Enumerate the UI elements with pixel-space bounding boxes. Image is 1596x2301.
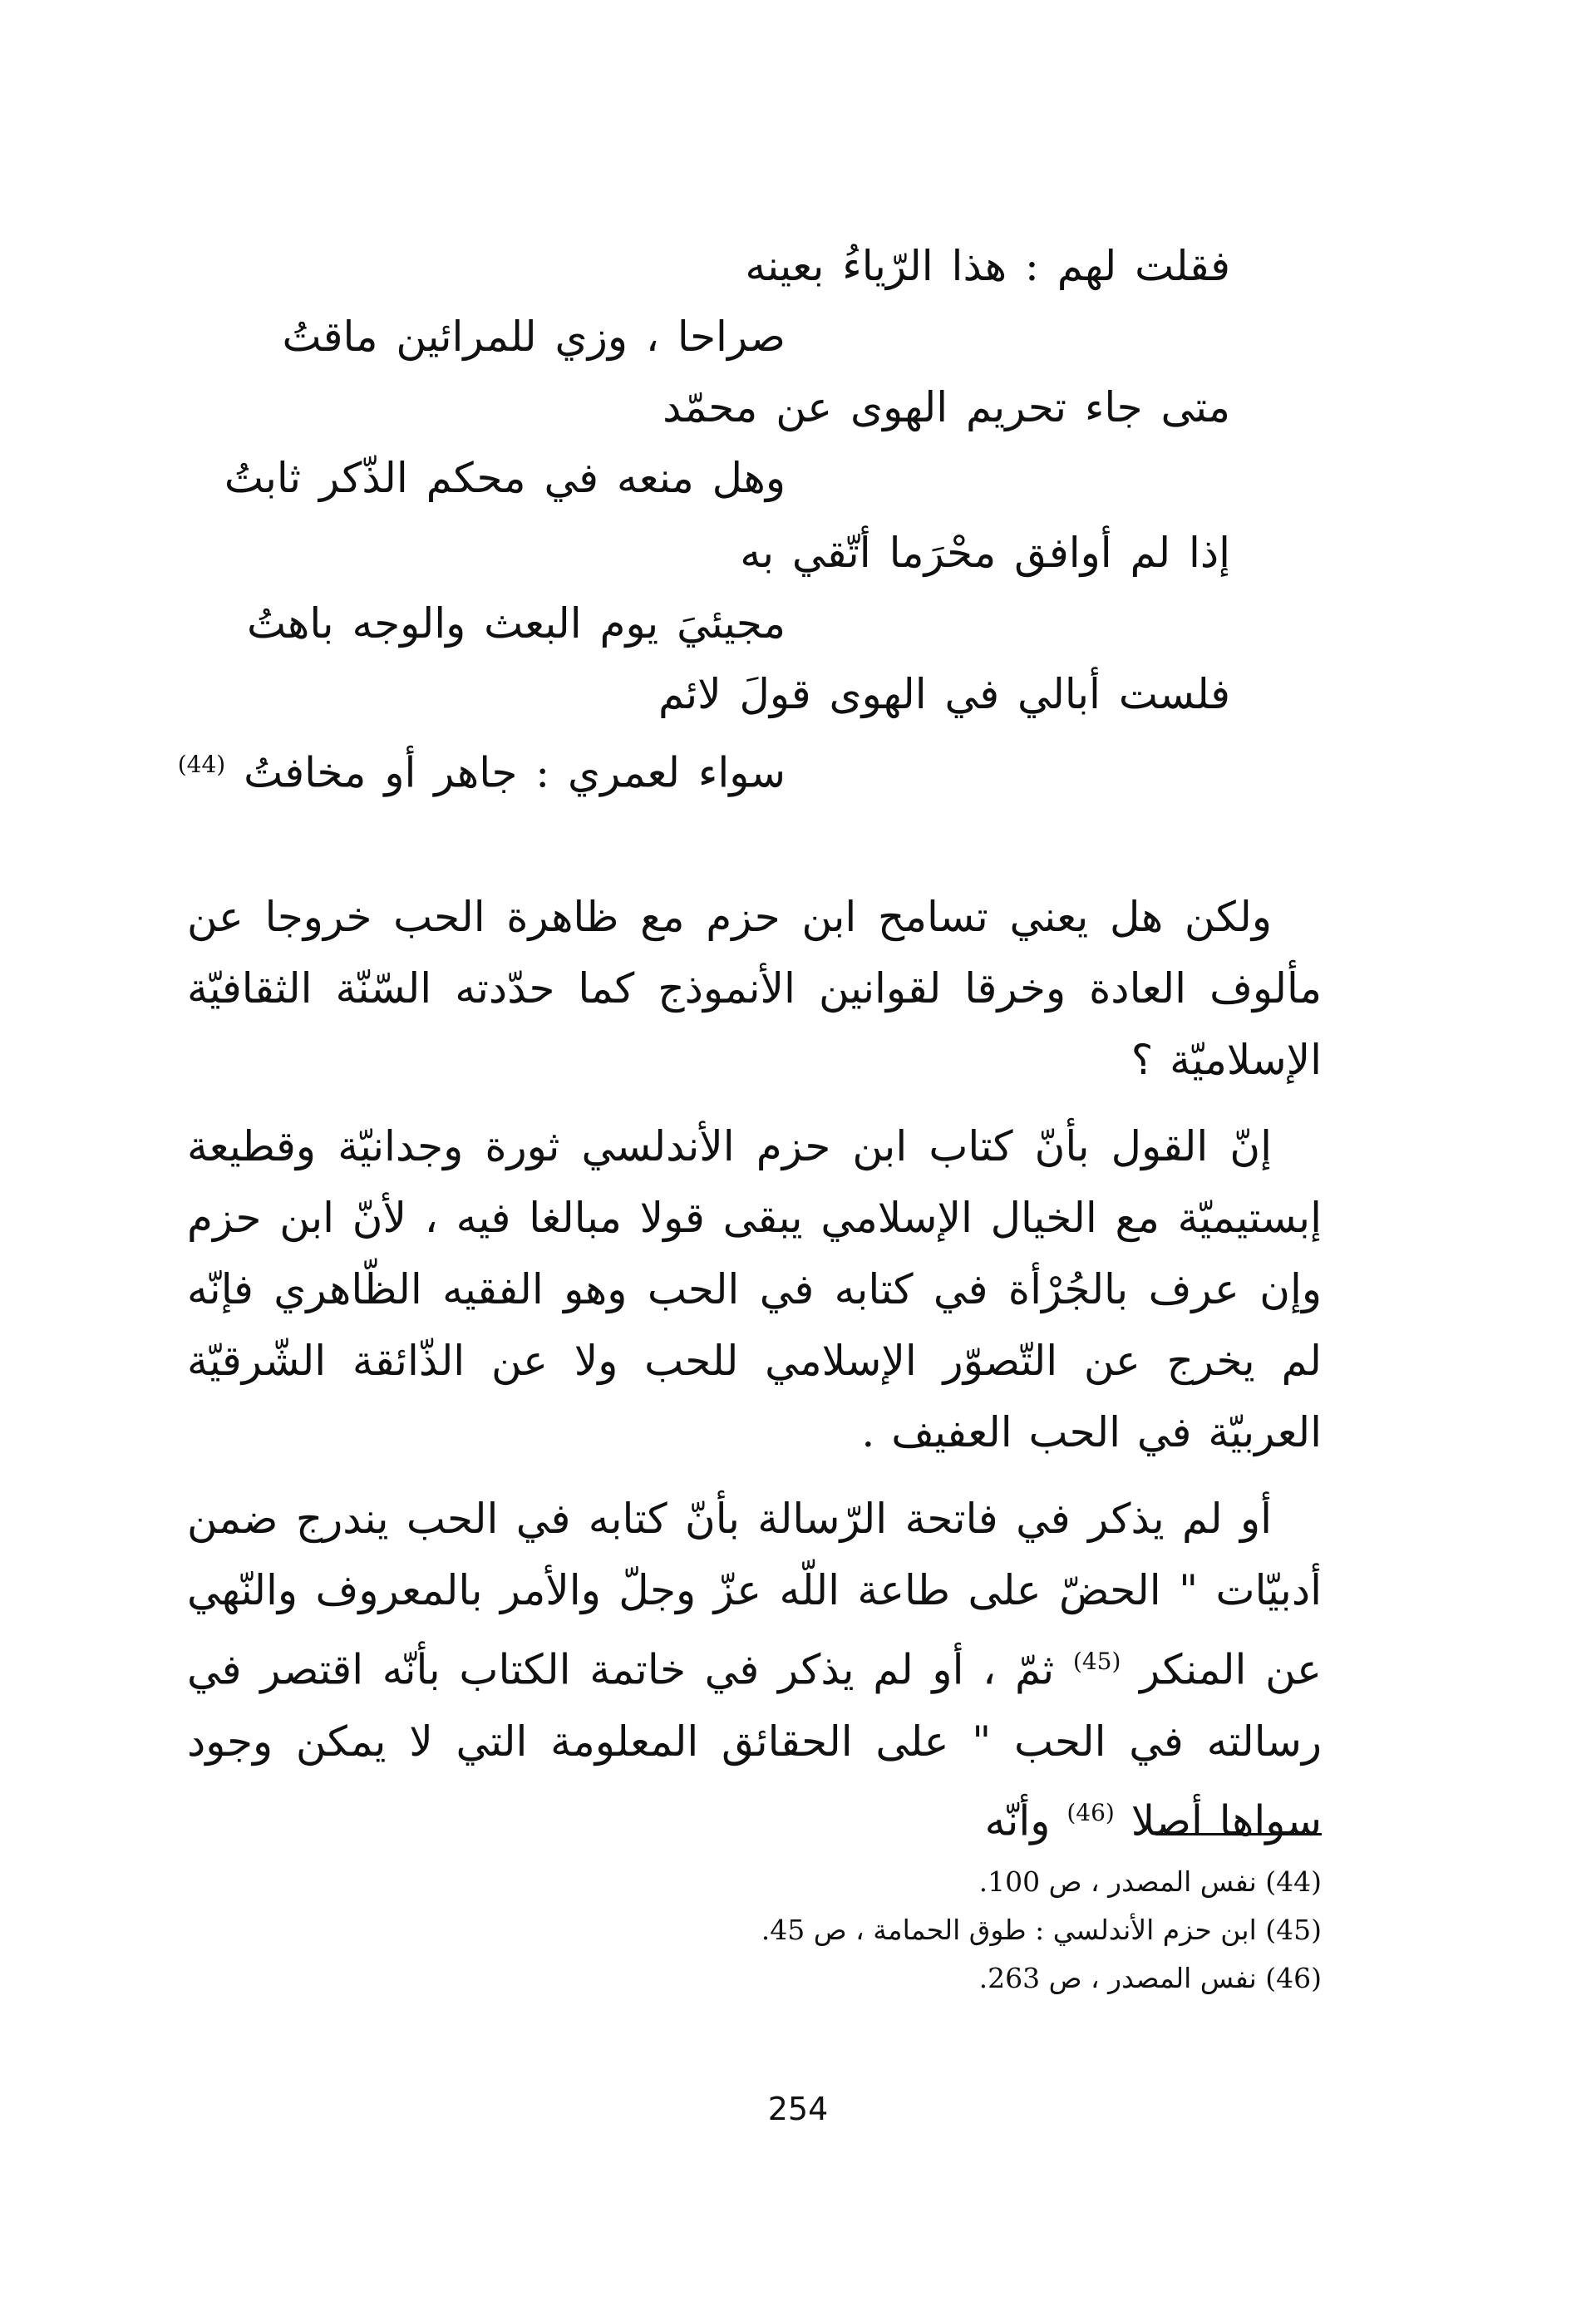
paragraph-3-part-1: أو لم يذكر في فاتحة الرّسالة بأنّ كتابه في الحب يندرج ضمن أدبيّات " الحضّ على طاعة اللّه عزّ وجلّ والأمر بالمعروف والنّهي عن المنكر: [187, 1495, 1322, 1694]
footnote-ref-45: (45): [1072, 1648, 1121, 1675]
poem-verse-8: [178, 736, 786, 802]
footnote-45: (45) ابن حزم الأندلسي : طوق الحمامة ، ص 45.: [761, 1914, 1322, 1946]
poem-verse-2: صراحا ، وزي للمرائين ماقتُ: [282, 313, 786, 361]
footnote-44: (44) نفس المصدر ، ص 100.: [978, 1865, 1322, 1898]
poem-verse-5: إذا لم أوافق محْرَما أتّقي به: [740, 529, 1230, 577]
poem-verse-6: مجيئيَ يوم البعث والوجه باهتُ: [246, 599, 786, 648]
paragraph-2: إنّ القول بأنّ كتاب ابن حزم الأندلسي ثورة وجدانيّة وقطيعة إبستيميّة مع الخيال الإسلامي يبقى قولا مبالغا فيه ، لأنّ ابن حزم وإن عرف بالجُرْأة في كتابه في الحب وهو الفقيه الظّاهري فإنّه لم يخرج عن التّصوّر الإسلامي للحب ولا عن الذّائقة الشّرقيّة العربيّة في الحب العفيف .: [187, 1122, 1322, 1456]
poem-verse-7: فلست أبالي في الهوى قولَ لائم: [658, 670, 1230, 718]
body-text: [187, 881, 1322, 1856]
poem-verse-8-text: سواء لعمري : جاهر أو مخافتُ: [244, 748, 786, 797]
footnote-46: (46) نفس المصدر ، ص 263.: [978, 1962, 1322, 1994]
paragraph-3: [187, 1483, 1322, 1856]
footnote-ref-44: (44): [177, 751, 226, 778]
footnote-divider: [1155, 1833, 1322, 1835]
page-number: 254: [767, 2091, 829, 2127]
paragraph-1: ولكن هل يعني تسامح ابن حزم مع ظاهرة الحب خروجا عن مألوف العادة وخرقا لقوانين الأنموذج كما حدّدته السّنّة الثقافيّة الإسلاميّة ؟: [187, 893, 1322, 1084]
poem-verse-4: وهل منعه في محكم الذّكر ثابتُ: [224, 454, 786, 502]
poem-verse-1: فقلت لهم : هذا الرّياءُ بعينه: [745, 242, 1230, 290]
footnote-ref-46: (46): [1066, 1798, 1115, 1826]
footnotes: [574, 1858, 1322, 2003]
poem-verse-3: متى جاء تحريم الهوى عن محمّد: [663, 383, 1230, 431]
paragraph-3-part-2: ثمّ ، أو لم يذكر في خاتمة الكتاب بأنّه اقتصر في رسالته في الحب " على الحقائق المعلومة التي لا يمكن وجود سواها أصلا: [187, 1645, 1322, 1845]
paragraph-3-part-3: وأنّه: [984, 1796, 1067, 1845]
